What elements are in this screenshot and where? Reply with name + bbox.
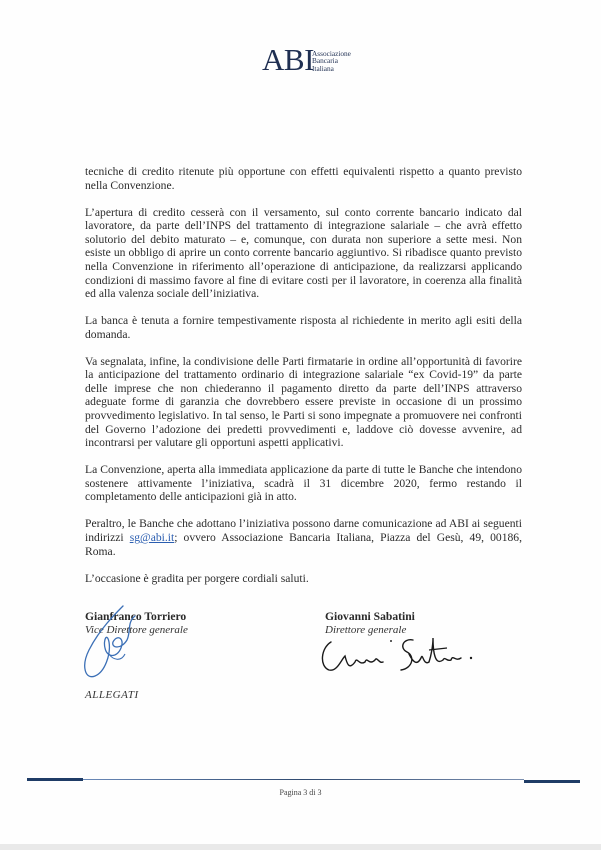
paragraph: La banca è tenuta a fornire tempestivamente risposta al richiedente in merito agli esiti della domanda. [85,314,522,341]
signatory-name: Giovanni Sabatini [325,610,415,623]
paragraph: L’apertura di credito cesserà con il versamento, sul conto corrente bancario indicato dal lavoratore, da parte dell’INPS del trattamento di integrazione salariale – che avrà effetto solutorio del debito maturato – e, comunque, con durata non superiore a sette mesi. Non esiste un obbligo di aprire un conto corrente bancario aggiuntivo. Si ribadisce quanto previsto nella Convenzione in riferimento all’operazione di anticipazione, da realizzarsi applicando condizioni di massimo favore al fine di evitare costi per il lavoratore, in coerenza alla finalità ed alla valenza sociale dell’iniziativa. [85,205,522,301]
paragraph: La Convenzione, aperta alla immediata applicazione da parte di tutte le Banche che intendono sostenere attivamente l’iniziativa, scadrà il 31 dicembre 2020, fermo restando il completamento delle anticipazioni già in atto. [85,463,522,504]
contact-text: ; ovvero Associazione Bancaria Italiana, Piazza del Gesù, 49, 00186, Roma. [85,531,523,558]
paragraph: tecniche di credito ritenute più opportune con effetti equivalenti rispetto a quanto previsto nella Convenzione. [85,165,522,192]
handwritten-signature-left [65,602,185,687]
handwritten-signature-right [317,632,487,682]
contact-text: Peraltro, le Banche che adottano l’iniziativa possono darne comunicazione ad ABI ai seguenti indirizzi [85,517,522,545]
signatory-name: Gianfranco Torriero [85,610,187,623]
signature-block-left [85,610,285,637]
footer-rule-left-bar [27,778,83,781]
footer-rule-right-bar [524,780,580,783]
signatory-role: Direttore generale [325,624,407,636]
paragraph: Va segnalata, infine, la condivisione delle Parti firmatarie in ordine all’opportunità di favorire la anticipazione del trattamento ordinario di integrazione salariale “ex Covid-19” da parte delle imprese che non chiederanno il pagamento diretto da parte dell’INPS attraverso adeguate forme di garanzia che dovrebbero essere previste in occasione di un prossimo provvedimento legislativo. In tal senso, le Parti si sono impegnate a promuovere nei confronti del Governo l’adozione dei predetti provvedimenti e, laddove ciò dovesse avvenire, ad incontrarsi per valutare gli opportuni aspetti applicativi. [85,354,522,450]
footer-rule [27,778,580,782]
logo-caption [312,50,372,72]
closing-line: L’occasione è gradita per porgere cordiali saluti. [85,571,309,585]
letter-body [85,165,522,599]
logo-caption-line: Associazione [312,49,351,58]
attachments-label: ALLEGATI [85,689,139,701]
logo-text: ABI [262,42,314,77]
logo-caption-line: Italiana [312,63,334,73]
email-link[interactable]: sg@abi.it [129,531,175,545]
signatory-role: Vice Direttore generale [85,624,188,636]
footer-rule-thin [83,779,524,780]
page-number: Pagina 3 di 3 [279,788,322,797]
signature-block-right [325,610,525,637]
logo-caption-line: Bancaria [312,56,338,66]
contact-paragraph [85,517,522,558]
